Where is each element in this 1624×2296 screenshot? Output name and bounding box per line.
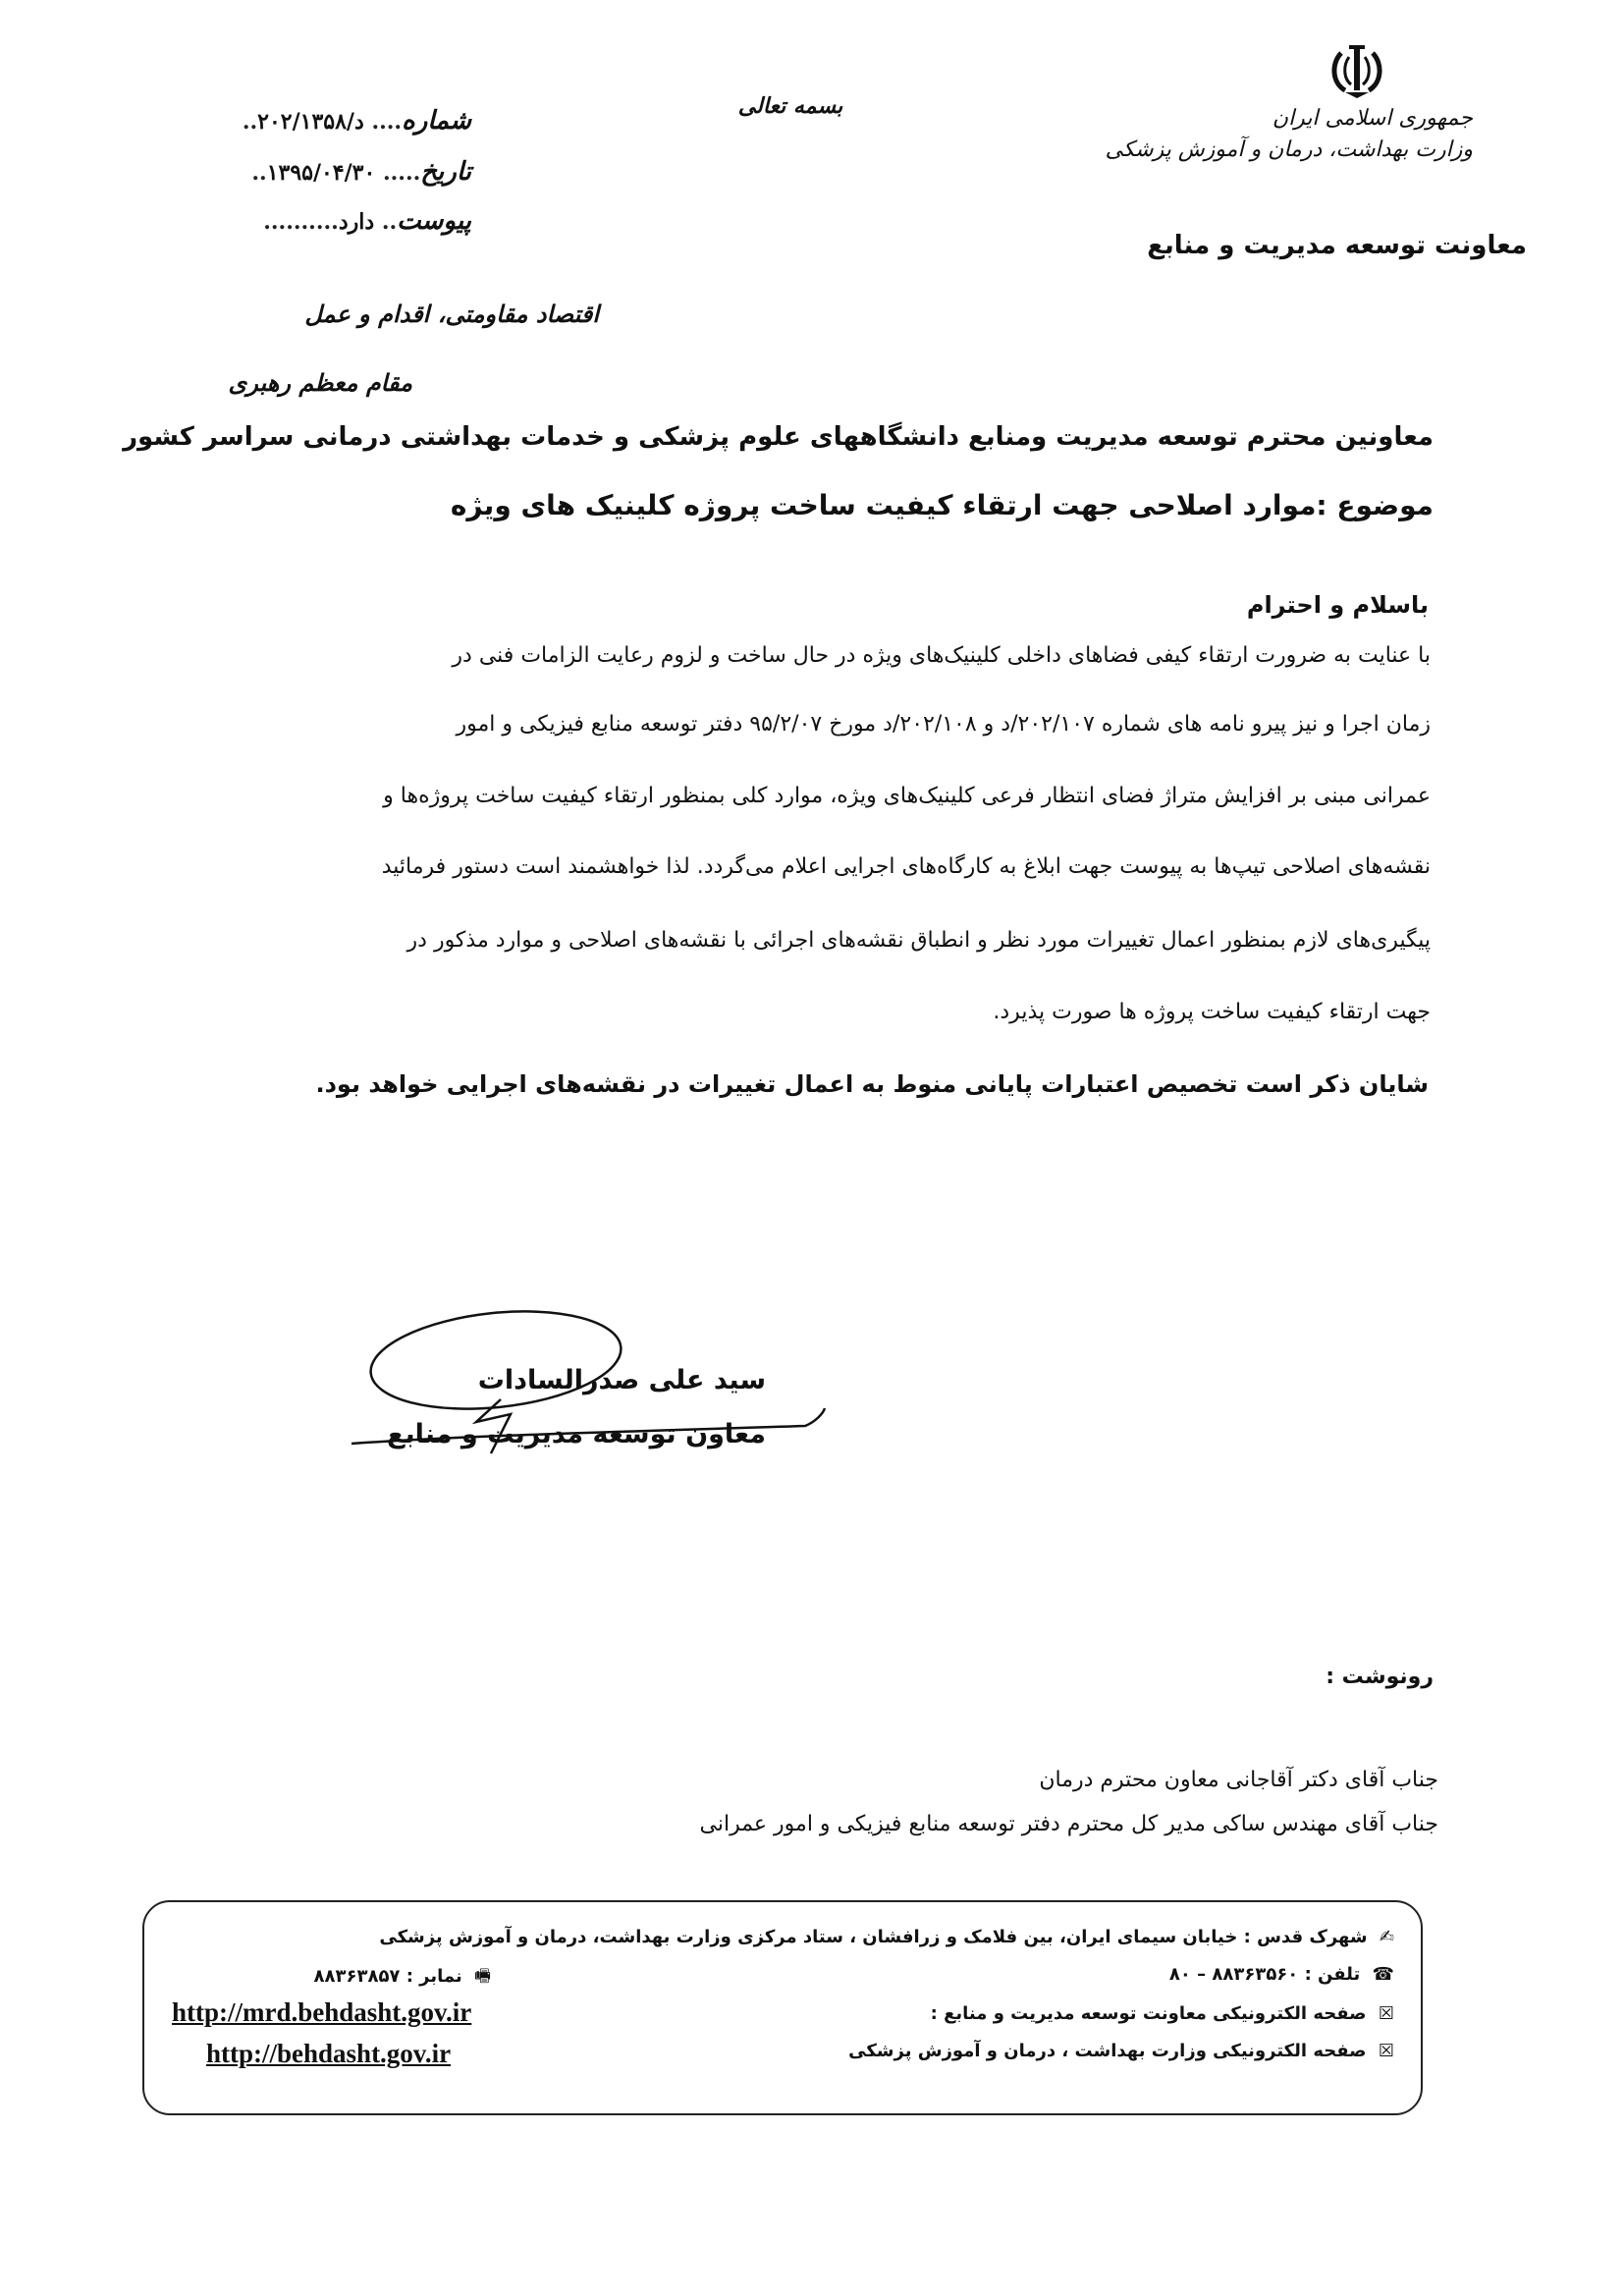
signatory-title: معاون توسعه مدیریت و منابع: [387, 1419, 766, 1449]
slogan: اقتصاد مقاومتی، اقدام و عمل: [304, 300, 599, 328]
closing-note: شایان ذکر است تخصیص اعتبارات پایانی منوط به اعمال تغییرات در نقشه‌های اجرایی خواهد بود.: [315, 1070, 1429, 1098]
body-line: با عنایت به ضرورت ارتقاء کیفی فضاهای داخلی کلینیک‌های ویژه در حال ساخت و لزوم رعایت الزامات فنی در: [452, 643, 1431, 668]
footer-phone: [1080, 1964, 1394, 1985]
fax-value: ۸۸۳۶۳۸۵۷: [313, 1966, 401, 1987]
recipient: معاونین محترم توسعه مدیریت ومنابع دانشگاههای علوم پزشکی و خدمات بهداشتی درمانی سراسر کشور: [123, 422, 1434, 452]
ministry-heading: [1105, 103, 1473, 166]
cc-item: جناب آقای مهندس ساکی مدیر کل محترم دفتر توسعه منابع فیزیکی و امور عمرانی: [699, 1812, 1438, 1836]
body-line: پیگیری‌های لازم بمنظور اعمال تغییرات مورد نظر و انطباق نقشه‌های اجرائی با نقشه‌های اصلاحی و موارد مذکور در: [406, 928, 1431, 953]
ministry-name: وزارت بهداشت، درمان و آموزش پزشکی: [1105, 137, 1473, 162]
cc-item: جناب آقای دکتر آقاجانی معاون محترم درمان: [1039, 1768, 1438, 1792]
body-line: نقشه‌های اصلاحی تیپ‌ها به پیوست جهت ابلاغ به کارگاه‌های اجرایی اعلام می‌گردد. لذا خواهشمند است دستور فرمائید: [381, 854, 1431, 879]
cc-label: رونوشت :: [1326, 1665, 1434, 1689]
slogan-source: مقام معظم رهبری: [228, 368, 412, 397]
signatory-name: سید علی صدرالسادات: [477, 1365, 766, 1395]
letter-attachment: پیوست.. دارد..........: [263, 206, 471, 236]
basmala: بسمه تعالی: [737, 93, 843, 119]
pen-icon: ✍: [1379, 1927, 1394, 1947]
checkbox-x-icon: ☒: [1378, 2003, 1394, 2024]
iran-emblem-icon: [1327, 41, 1386, 100]
checkbox-x-icon: ☒: [1378, 2041, 1394, 2061]
date-label: تاریخ: [420, 157, 471, 187]
number-label: شماره: [402, 106, 471, 136]
mrd-website-link[interactable]: http://mrd.behdasht.gov.ir: [172, 1997, 472, 2027]
fax-label: نمابر :: [406, 1966, 462, 1987]
date-value: ۱۳۹۵/۰۴/۳۰: [266, 160, 376, 186]
attachment-value: دارد: [338, 209, 375, 235]
country-name: جمهوری اسلامی ایران: [1272, 106, 1473, 131]
footer-address: [353, 1927, 1394, 1947]
phone-label: تلفن :: [1304, 1964, 1361, 1985]
fax-icon: 🖷: [474, 1966, 491, 1987]
subject: موضوع :موارد اصلاحی جهت ارتقاء کیفیت ساخت پروژه کلینیک های ویژه: [450, 489, 1434, 521]
letter-number: شماره.... د/۲۰۲/۱۳۵۸..: [242, 106, 471, 136]
greeting: باسلام و احترام: [1246, 591, 1429, 619]
behdasht-website-link[interactable]: http://behdasht.gov.ir: [206, 2039, 452, 2068]
footer-web2: [746, 2041, 1394, 2061]
address-text: شهرک قدس : خیابان سیمای ایران، بین فلامک و زرافشان ، ستاد مرکزی وزارت بهداشت، درمان و آموزش پزشکی: [379, 1927, 1368, 1947]
footer-web1: [785, 2003, 1394, 2024]
web2-label: صفحه الکترونیکی وزارت بهداشت ، درمان و آموزش پزشکی: [848, 2041, 1367, 2061]
letter-date: تاریخ..... ۱۳۹۵/۰۴/۳۰..: [251, 157, 471, 187]
phone-value: ۸۸۳۶۳۵۶۰ – ۸۰: [1168, 1964, 1299, 1985]
web1-label: صفحه الکترونیکی معاونت توسعه مدیریت و منابع :: [930, 2003, 1367, 2024]
body-line: عمرانی مبنی بر افزایش متراژ فضای انتظار فرعی کلینیک‌های ویژه، موارد کلی بمنظور ارتقاء کیفیت ساخت پروژه‌ها و: [383, 784, 1431, 808]
number-value: د/۲۰۲/۱۳۵۸: [257, 109, 364, 135]
body-line: جهت ارتقاء کیفیت ساخت پروژه ها صورت پذیرد.: [993, 1000, 1431, 1024]
phone-icon: ☎: [1372, 1964, 1394, 1985]
attachment-label: پیوست: [397, 206, 471, 236]
footer-fax: [177, 1964, 491, 1994]
body-line: زمان اجرا و نیز پیرو نامه های شماره ۲۰۲/۱۰۷/د و ۲۰۲/۱۰۸/د مورخ ۹۵/۲/۰۷ دفتر توسعه منابع فیزیکی و امور: [456, 712, 1431, 737]
department-title: معاونت توسعه مدیریت و منابع: [1147, 231, 1527, 260]
